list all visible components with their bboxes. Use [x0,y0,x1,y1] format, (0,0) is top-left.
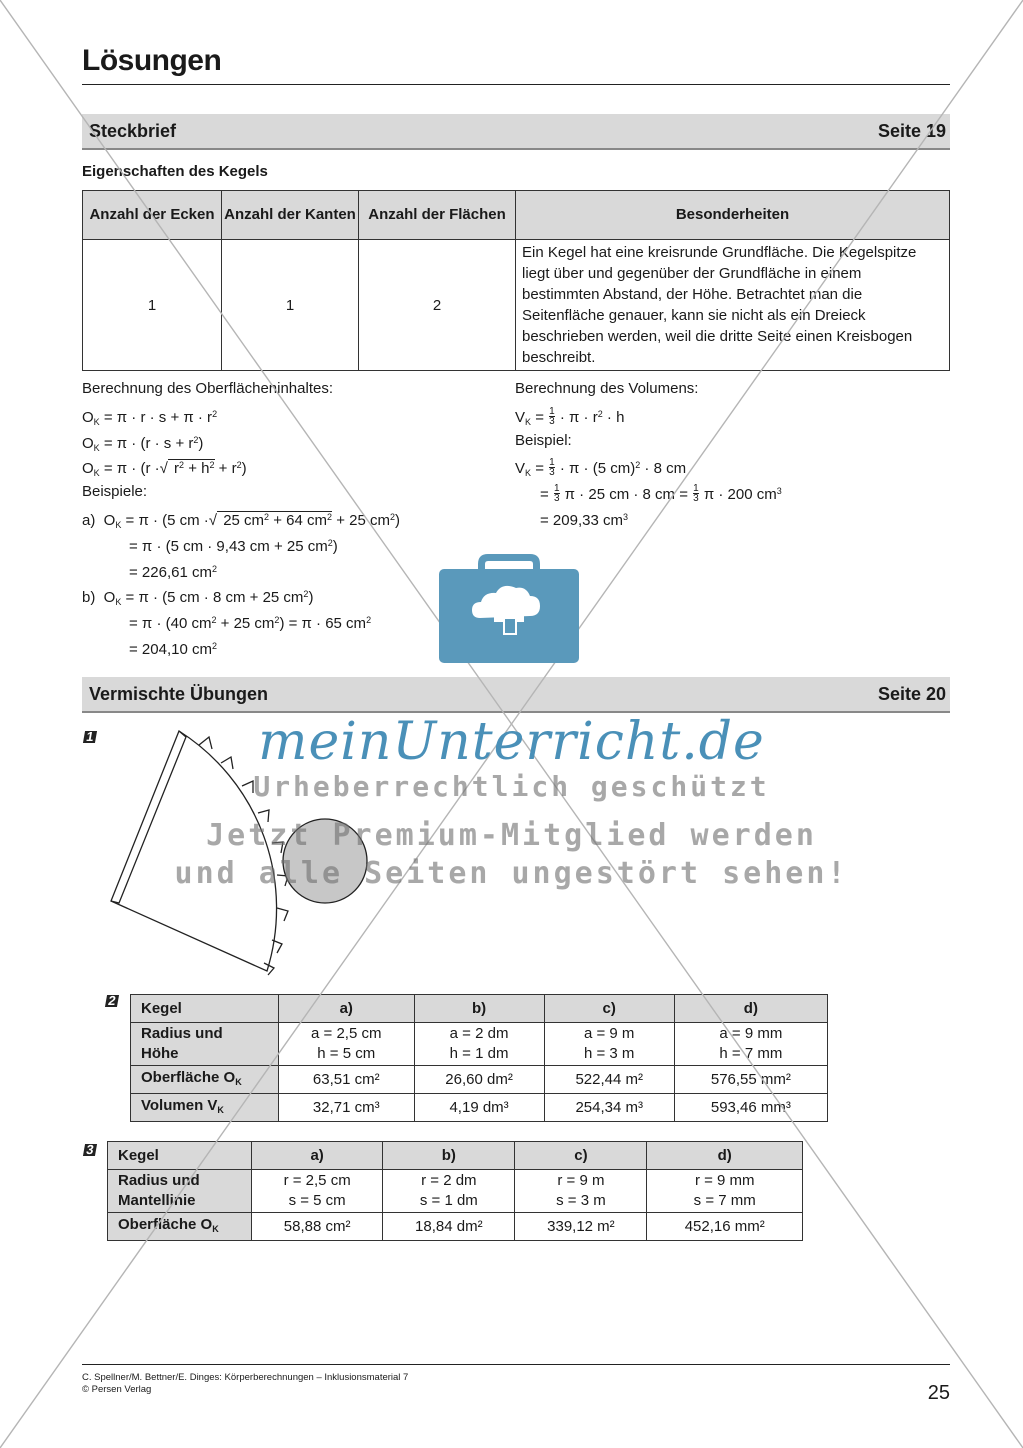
cell-line: h = 7 mm [719,1045,783,1062]
row-label-text: Volumen V [141,1096,218,1114]
page-title: Lösungen [82,44,222,77]
table-cell: 26,60 dm² [414,1066,544,1094]
table-cell [647,1170,803,1213]
table-cell: 18,84 dm² [383,1213,515,1241]
formula-line: b) $O_K = \pi \cdot (5$ cm · 8 cm + 25 $cm^2$) [82,589,314,608]
table-header-cell: b) [414,995,544,1023]
table-cell [383,1170,515,1213]
page-number: 25 [927,1382,950,1404]
section-page-ref: Seite 19 [877,121,946,141]
table-row [108,1213,803,1241]
table-cell [279,1023,415,1066]
surface-calculation [82,376,400,660]
task-number-badge: 2 [105,995,119,1007]
table-cell [414,1023,544,1066]
section-header-steckbrief [82,114,950,150]
cell-line: a = 2 dm [449,1025,509,1042]
cell-line: h = 5 cm [317,1045,376,1062]
table-row [131,1023,828,1066]
cell-line: s = 3 m [556,1192,606,1209]
table-header-cell: Kegel [108,1142,252,1170]
table-cell: 58,88 cm² [252,1213,383,1241]
row-label-line: Radius und [141,1025,223,1042]
results-table-height [130,994,828,1122]
header-faces: Anzahl der Flächen [359,191,516,240]
row-label-line: Höhe [141,1045,179,1062]
cell-line: s = 5 cm [288,1192,346,1209]
cell-line: h = 3 m [583,1045,635,1062]
results-table-slant [107,1141,803,1241]
row-label [108,1213,252,1241]
cell-line: a = 2,5 cm [311,1025,382,1042]
cell-line: a = 9 m [583,1025,635,1042]
formula-line: $V_K$ = $\frac{1}{3}$ · $\pi \cdot r^2 \cdot h$ [515,405,625,427]
formula-line: a) $O_K = \pi \cdot (5$ cm ·√ 25 $cm^2 + 64$ $cm^2 + 25$ $cm^2$) [82,511,400,530]
formula-line: = π · (5 cm · 9,43 cm + 25 $cm^2$) [129,537,338,555]
watermark-brand: meinUnterricht.de [258,712,765,772]
special-description: Ein Kegel hat eine kreisrunde Grundfläche. Die Kegelspitze liegt über und gegenüber der Grundfläche in einem bestimmten Abstand, der Höhe. Betrachtet man die Seitenfläche genauer, kann sie nicht als ein Dreieck beschrieben werden, weil die dritte Seite einen Kreisbogen beschreibt. [516,240,950,371]
briefcase-cloud-icon [436,548,582,666]
table-header-cell: b) [383,1142,515,1170]
cell-line: r = 9 mm [694,1172,755,1189]
cell-line: s = 1 dm [419,1192,478,1209]
table-cell: 522,44 m² [544,1066,674,1094]
formula-line: $O_K = \pi \cdot (r$ ·√ $r^2 + h^2 + r^2$) [82,460,247,479]
cell-line: h = 1 dm [449,1045,509,1062]
cone-properties-table [82,190,950,371]
cell-line: r = 2,5 cm [283,1172,351,1189]
footer-credits [82,1372,408,1396]
cell-line: r = 2 dm [421,1172,477,1189]
section-title: Steckbrief [89,121,177,141]
watermark-premium-2: und alle Seiten ungestört sehen! [174,856,849,891]
title-divider [82,84,950,85]
table-row [108,1170,803,1213]
footer-authors: C. Spellner/M. Bettner/E. Dinges: Körperberechnungen – Inklusionsmaterial 7 [82,1372,409,1383]
section-page-ref: Seite 20 [877,684,946,704]
cell-line: r = 9 m [557,1172,605,1189]
header-special: Besonderheiten [516,191,950,240]
row-label [131,1023,279,1066]
example-label: Beispiel: [515,431,572,449]
table-cell [544,1023,674,1066]
formula-line: = 226,61 $cm^2$ [129,563,217,581]
table-cell [674,1023,827,1066]
value-corners: 1 [83,240,222,371]
row-label-text: Oberfläche O [141,1068,236,1086]
formula-line: = $\frac{1}{3}$ π · 25 cm · 8 cm = $\frac{1}{3}$ π · 200 $cm^3$ [540,483,782,505]
properties-heading: Eigenschaften des Kegels [82,163,268,180]
cell-line: a = 9 mm [719,1025,783,1042]
task-number-badge: 1 [83,731,97,743]
value-edges: 1 [222,240,359,371]
surface-heading: Berechnung des Oberflächeninhaltes: [82,380,334,397]
table-header-cell: c) [515,1142,647,1170]
table-header-cell: a) [252,1142,383,1170]
table-header-cell: a) [279,995,415,1023]
row-label-sub: K [235,1076,242,1087]
formula-line: = π · (40 $cm^2 + 25$ $cm^2) = \pi \cdot 65$ $cm^2$ [129,615,372,633]
table-cell: 452,16 mm² [647,1213,803,1241]
table-cell: 576,55 mm² [674,1066,827,1094]
header-corners: Anzahl der Ecken [83,191,222,240]
table-cell: 32,71 cm³ [279,1094,415,1122]
table-cell: 63,51 cm² [279,1066,415,1094]
row-label [131,1094,279,1122]
table-header-cell: Kegel [131,995,279,1023]
table-cell: 593,46 mm³ [674,1094,827,1122]
table-header-cell: c) [544,995,674,1023]
footer-publisher: © Persen Verlag [82,1384,152,1395]
cell-line: s = 7 mm [693,1192,756,1209]
row-label-line: Mantellinie [118,1192,196,1209]
table-row [131,1066,828,1094]
volume-heading: Berechnung des Volumens: [515,380,699,397]
row-label-line: Radius und [118,1172,200,1189]
row-label-text: Oberfläche O [118,1215,213,1233]
table-cell [515,1170,647,1213]
value-faces: 2 [359,240,516,371]
table-header-cell: d) [674,995,827,1023]
formula-line: $O_K = \pi \cdot r \cdot s + \pi \cdot r^2$ [82,408,218,427]
section-header-vermischte-uebungen [82,677,950,713]
row-label-sub: K [217,1104,224,1115]
row-label [131,1066,279,1094]
formula-line: $O_K = \pi \cdot (r \cdot s + r^2)$ [82,434,204,453]
footer-divider [82,1364,950,1365]
formula-line: $V_K$ = $\frac{1}{3}$ · π · (5 cm)$^2$ · 8 cm [515,457,687,479]
watermark-copyright: Urheberrechtlich geschützt [253,770,770,803]
row-label-sub: K [212,1223,219,1234]
formula-line: = 209,33 $cm^3$ [540,511,628,529]
table-cell: 4,19 dm³ [414,1094,544,1122]
table-cell: 339,12 m² [515,1213,647,1241]
header-edges: Anzahl der Kanten [222,191,359,240]
section-title: Vermischte Übungen [89,684,269,704]
table-cell [252,1170,383,1213]
volume-calculation [515,376,782,531]
task-number-badge: 3 [83,1144,97,1156]
examples-label: Beispiele: [82,483,148,501]
formula-line: = 204,10 $cm^2$ [129,640,217,658]
table-header-cell: d) [647,1142,803,1170]
row-label [108,1170,252,1213]
watermark-premium: Jetzt Premium-Mitglied werden [206,818,817,853]
table-row [131,1094,828,1122]
table-cell: 254,34 m³ [544,1094,674,1122]
